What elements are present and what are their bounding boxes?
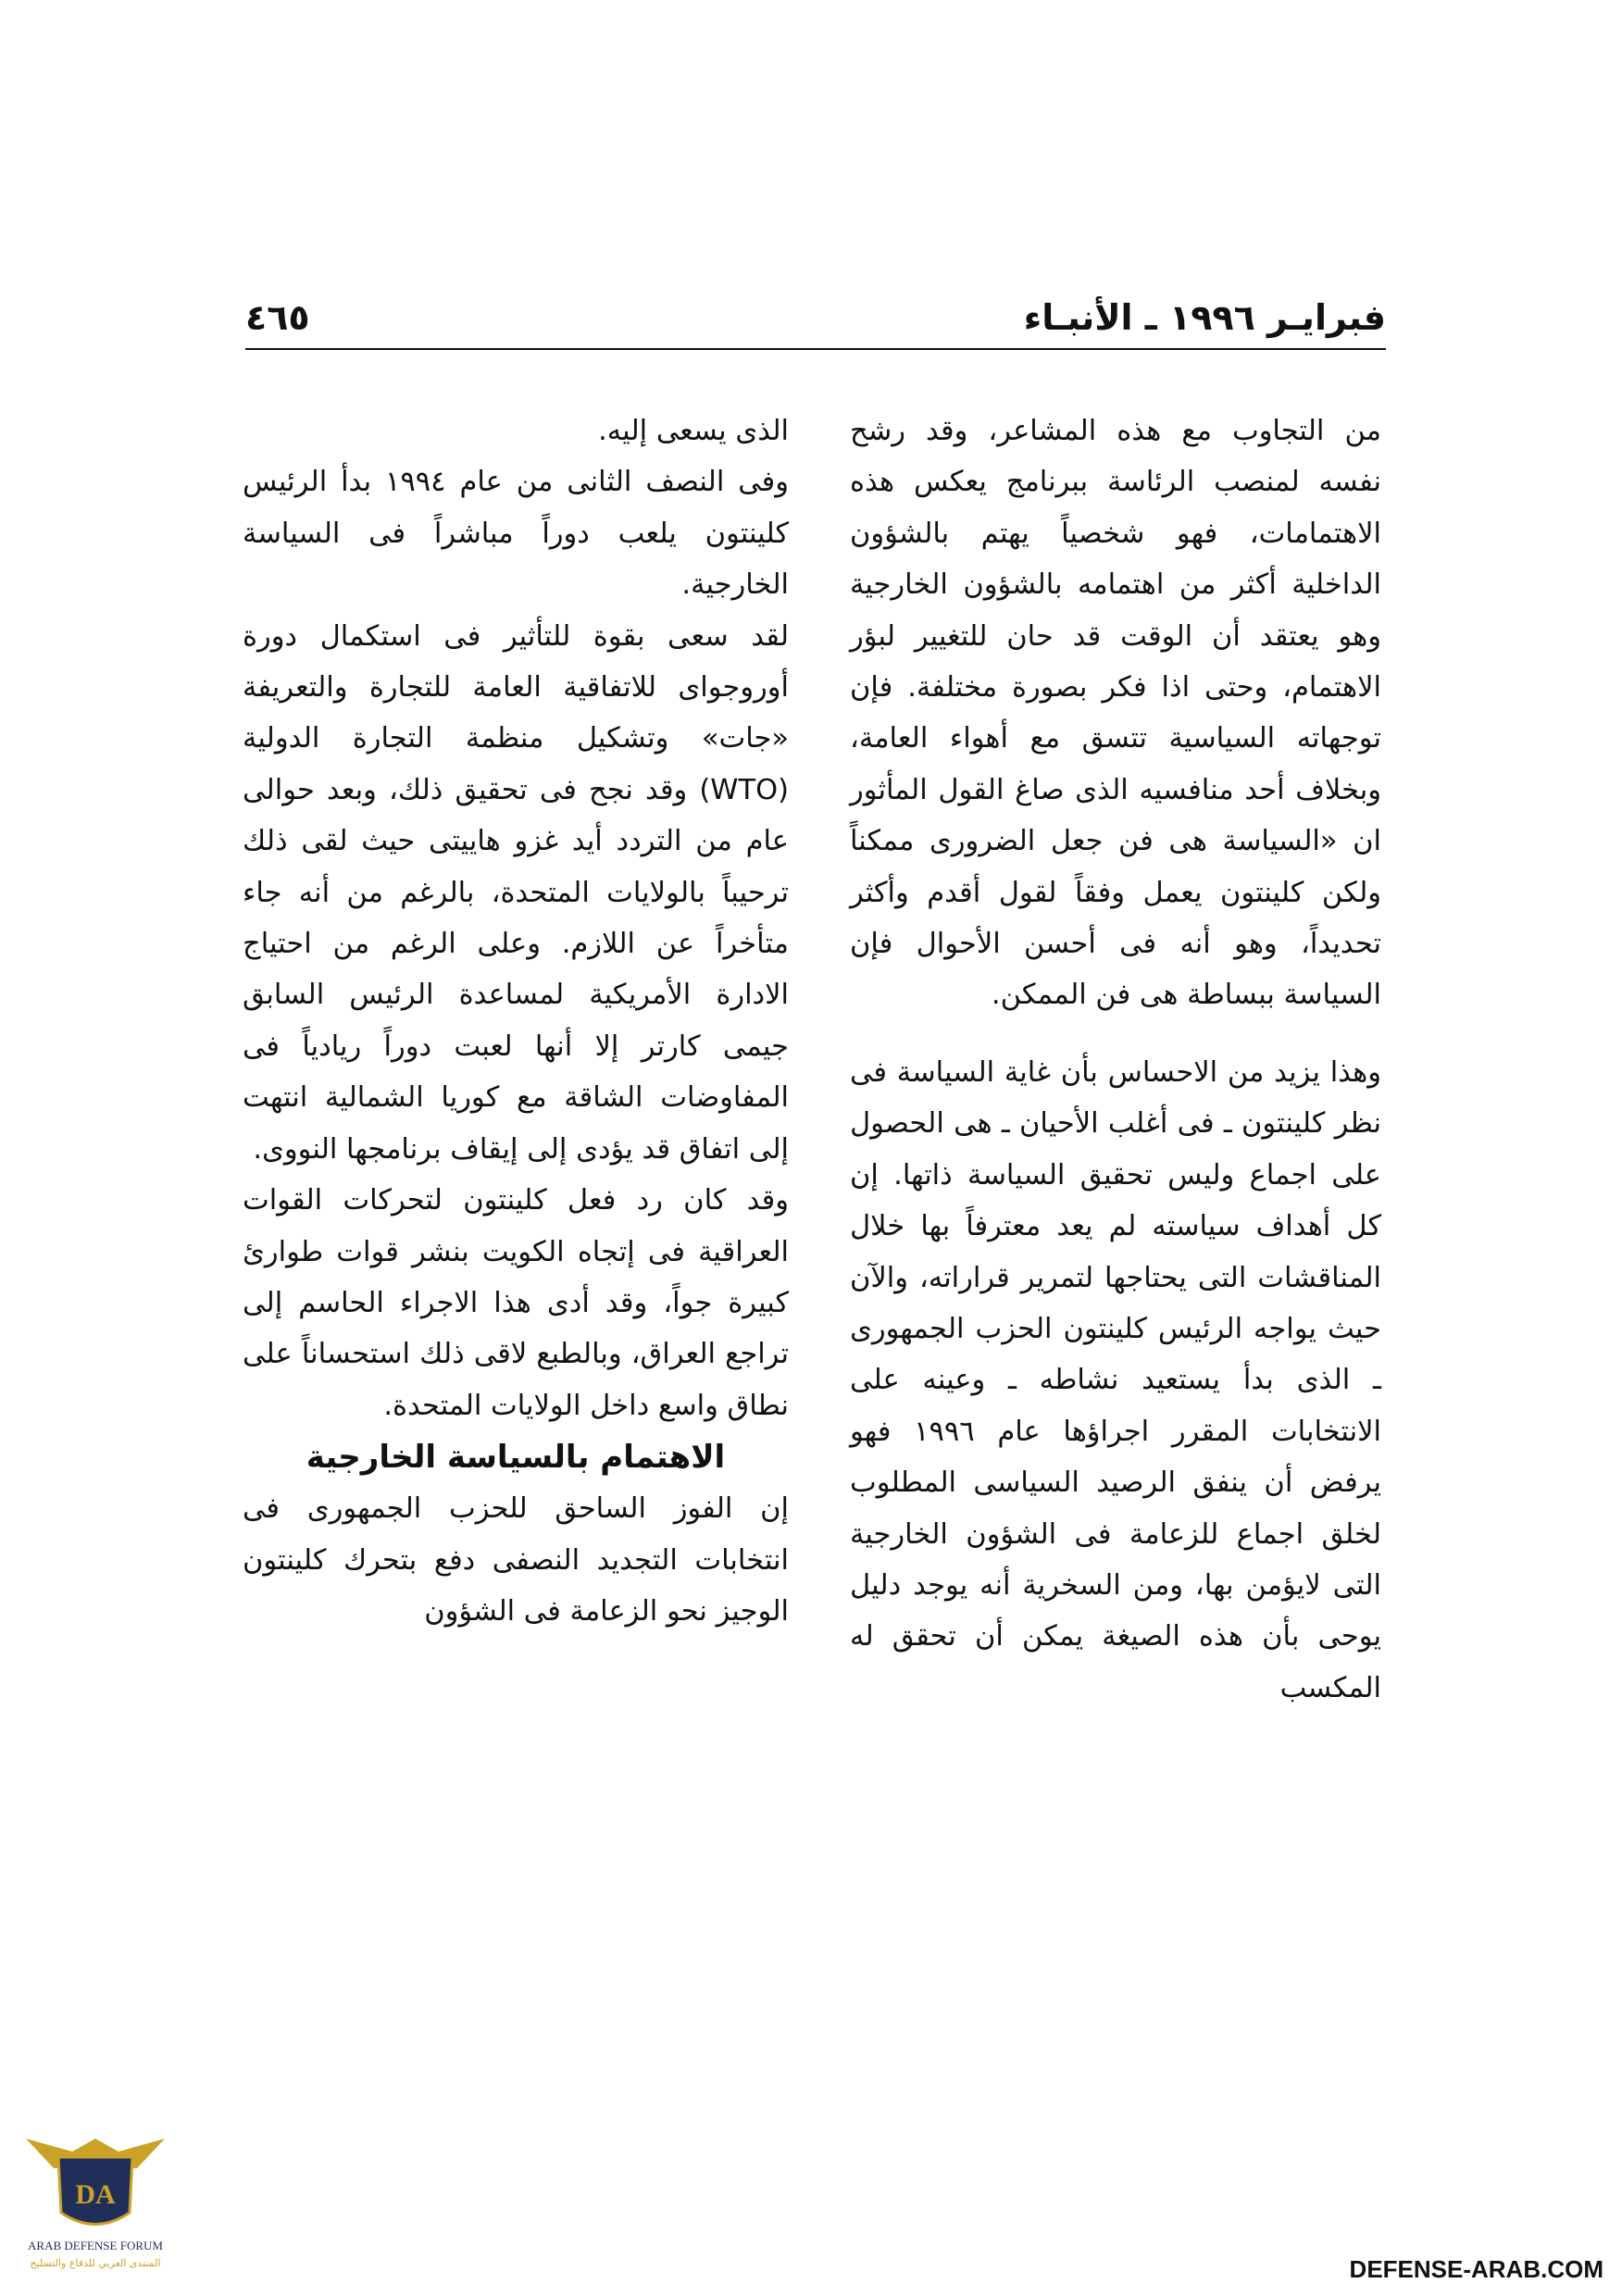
- paragraph: من التجاوب مع هذه المشاعر، وقد رشح نفسه لمنصب الرئاسة ببرنامج يعكس هذه الاهتمامات، فهو شخصياً يهتم بالشؤون الداخلية أكثر من اهتمامه بالشؤون الخارجية وهو يعتقد أن الوقت قد حان للتغيير لبؤر الاهتمام، وحتى اذا فكر بصورة مختلفة. فإن توجهاته السياسية تتسق مع أهواء العامة، وبخلاف أحد منافسيه الذى صاغ القول المأثور ان «السياسة هى فن جعل الضرورى ممكناً ولكن كلينتون يعمل وفقاً لقول أقدم وأكثر تحديداً، وهو أنه فى أحسن الأحوال فإن السياسة ببساطة هى فن الممكن.: [850, 415, 1381, 1012]
- paragraph: وفى النصف الثانى من عام ١٩٩٤ بدأ الرئيس كلينتون يلعب دوراً مباشراً فى السياسة الخارجية.: [243, 466, 789, 602]
- logo-name-ar: المنتدى العربي للدفاع والتسليح: [30, 2257, 161, 2269]
- logo-letters: DA: [75, 2179, 116, 2210]
- arab-defense-forum-emblem-icon: [17, 2111, 174, 2277]
- left-column: [243, 406, 789, 1637]
- paragraph: الذى يسعى إليه.: [598, 415, 789, 447]
- logo-name-en: ARAB DEFENSE FORUM: [28, 2239, 163, 2252]
- page-number: ٤٦٥: [245, 297, 310, 338]
- paragraph: وقد كان رد فعل كلينتون لتحركات القوات العراقية فى إتجاه الكويت بنشر قوات طوارئ كبيرة جواً، وقد أدى هذا الاجراء الحاسم إلى تراجع العراق، وبالطبع لاقى ذلك استحساناً على نطاق واسع داخل الولايات المتحدة.: [243, 1184, 789, 1422]
- paragraph: لقد سعى بقوة للتأثير فى استكمال دورة أوروجواى للاتفاقية العامة للتجارة والتعريفة «جات» وتشكيل منظمة التجارة الدولية (WTO) وقد نجح فى تحقيق ذلك، وبعد حوالى عام من التردد أيد غزو هاييتى حيث لقى ذلك ترحيباً بالولايات المتحدة، بالرغم من أنه جاء متأخراً عن اللازم. وعلى الرغم من احتياج الادارة الأمريكية لمساعدة الرئيس السابق جيمى كارتر إلا أنها لعبت دوراً ريادياً فى المفاوضات الشاقة مع كوريا الشمالية انتهت إلى اتفاق قد يؤدى إلى إيقاف برنامجها النووى.: [243, 619, 789, 1166]
- paragraph: وهذا يزيد من الاحساس بأن غاية السياسة فى نظر كلينتون ـ فى أغلب الأحيان ـ هى الحصول على اجماع وليس تحقيق السياسة ذاتها. إن كل أهداف سياسته لم يعد معترفاً بها خلال المناقشات التى يحتاجها لتمرير قراراته، والآن حيث يواجه الرئيس كلينتون الحزب الجمهورى ـ الذى بدأ يستعيد نشاطه ـ وعينه على الانتخابات المقرر اجراؤها عام ١٩٩٦ فهو يرفض أن ينفق الرصيد السياسى المطلوب لخلق اجماع للزعامة فى الشؤون الخارجية التى لايؤمن بها، ومن السخرية أنه يوجد دليل يوحى بأن هذه الصيغة يمكن أن تحقق له المكسب: [850, 1055, 1381, 1704]
- header-rule: [245, 348, 1386, 350]
- section-heading: الاهتمام بالسياسة الخارجية: [306, 1439, 726, 1477]
- right-column: [850, 406, 1381, 1714]
- watermark-site[interactable]: DEFENSE-ARAB.COM: [1349, 2255, 1603, 2283]
- running-title: فبرايـر ١٩٩٦ ـ الأنبـاء: [1023, 297, 1386, 338]
- page-header: [245, 294, 1386, 350]
- paragraph: إن الفوز الساحق للحزب الجمهورى فى انتخابات التجديد النصفى دفع بتحرك كلينتون الوجيز نحو الزعامة فى الشؤون: [243, 1492, 789, 1628]
